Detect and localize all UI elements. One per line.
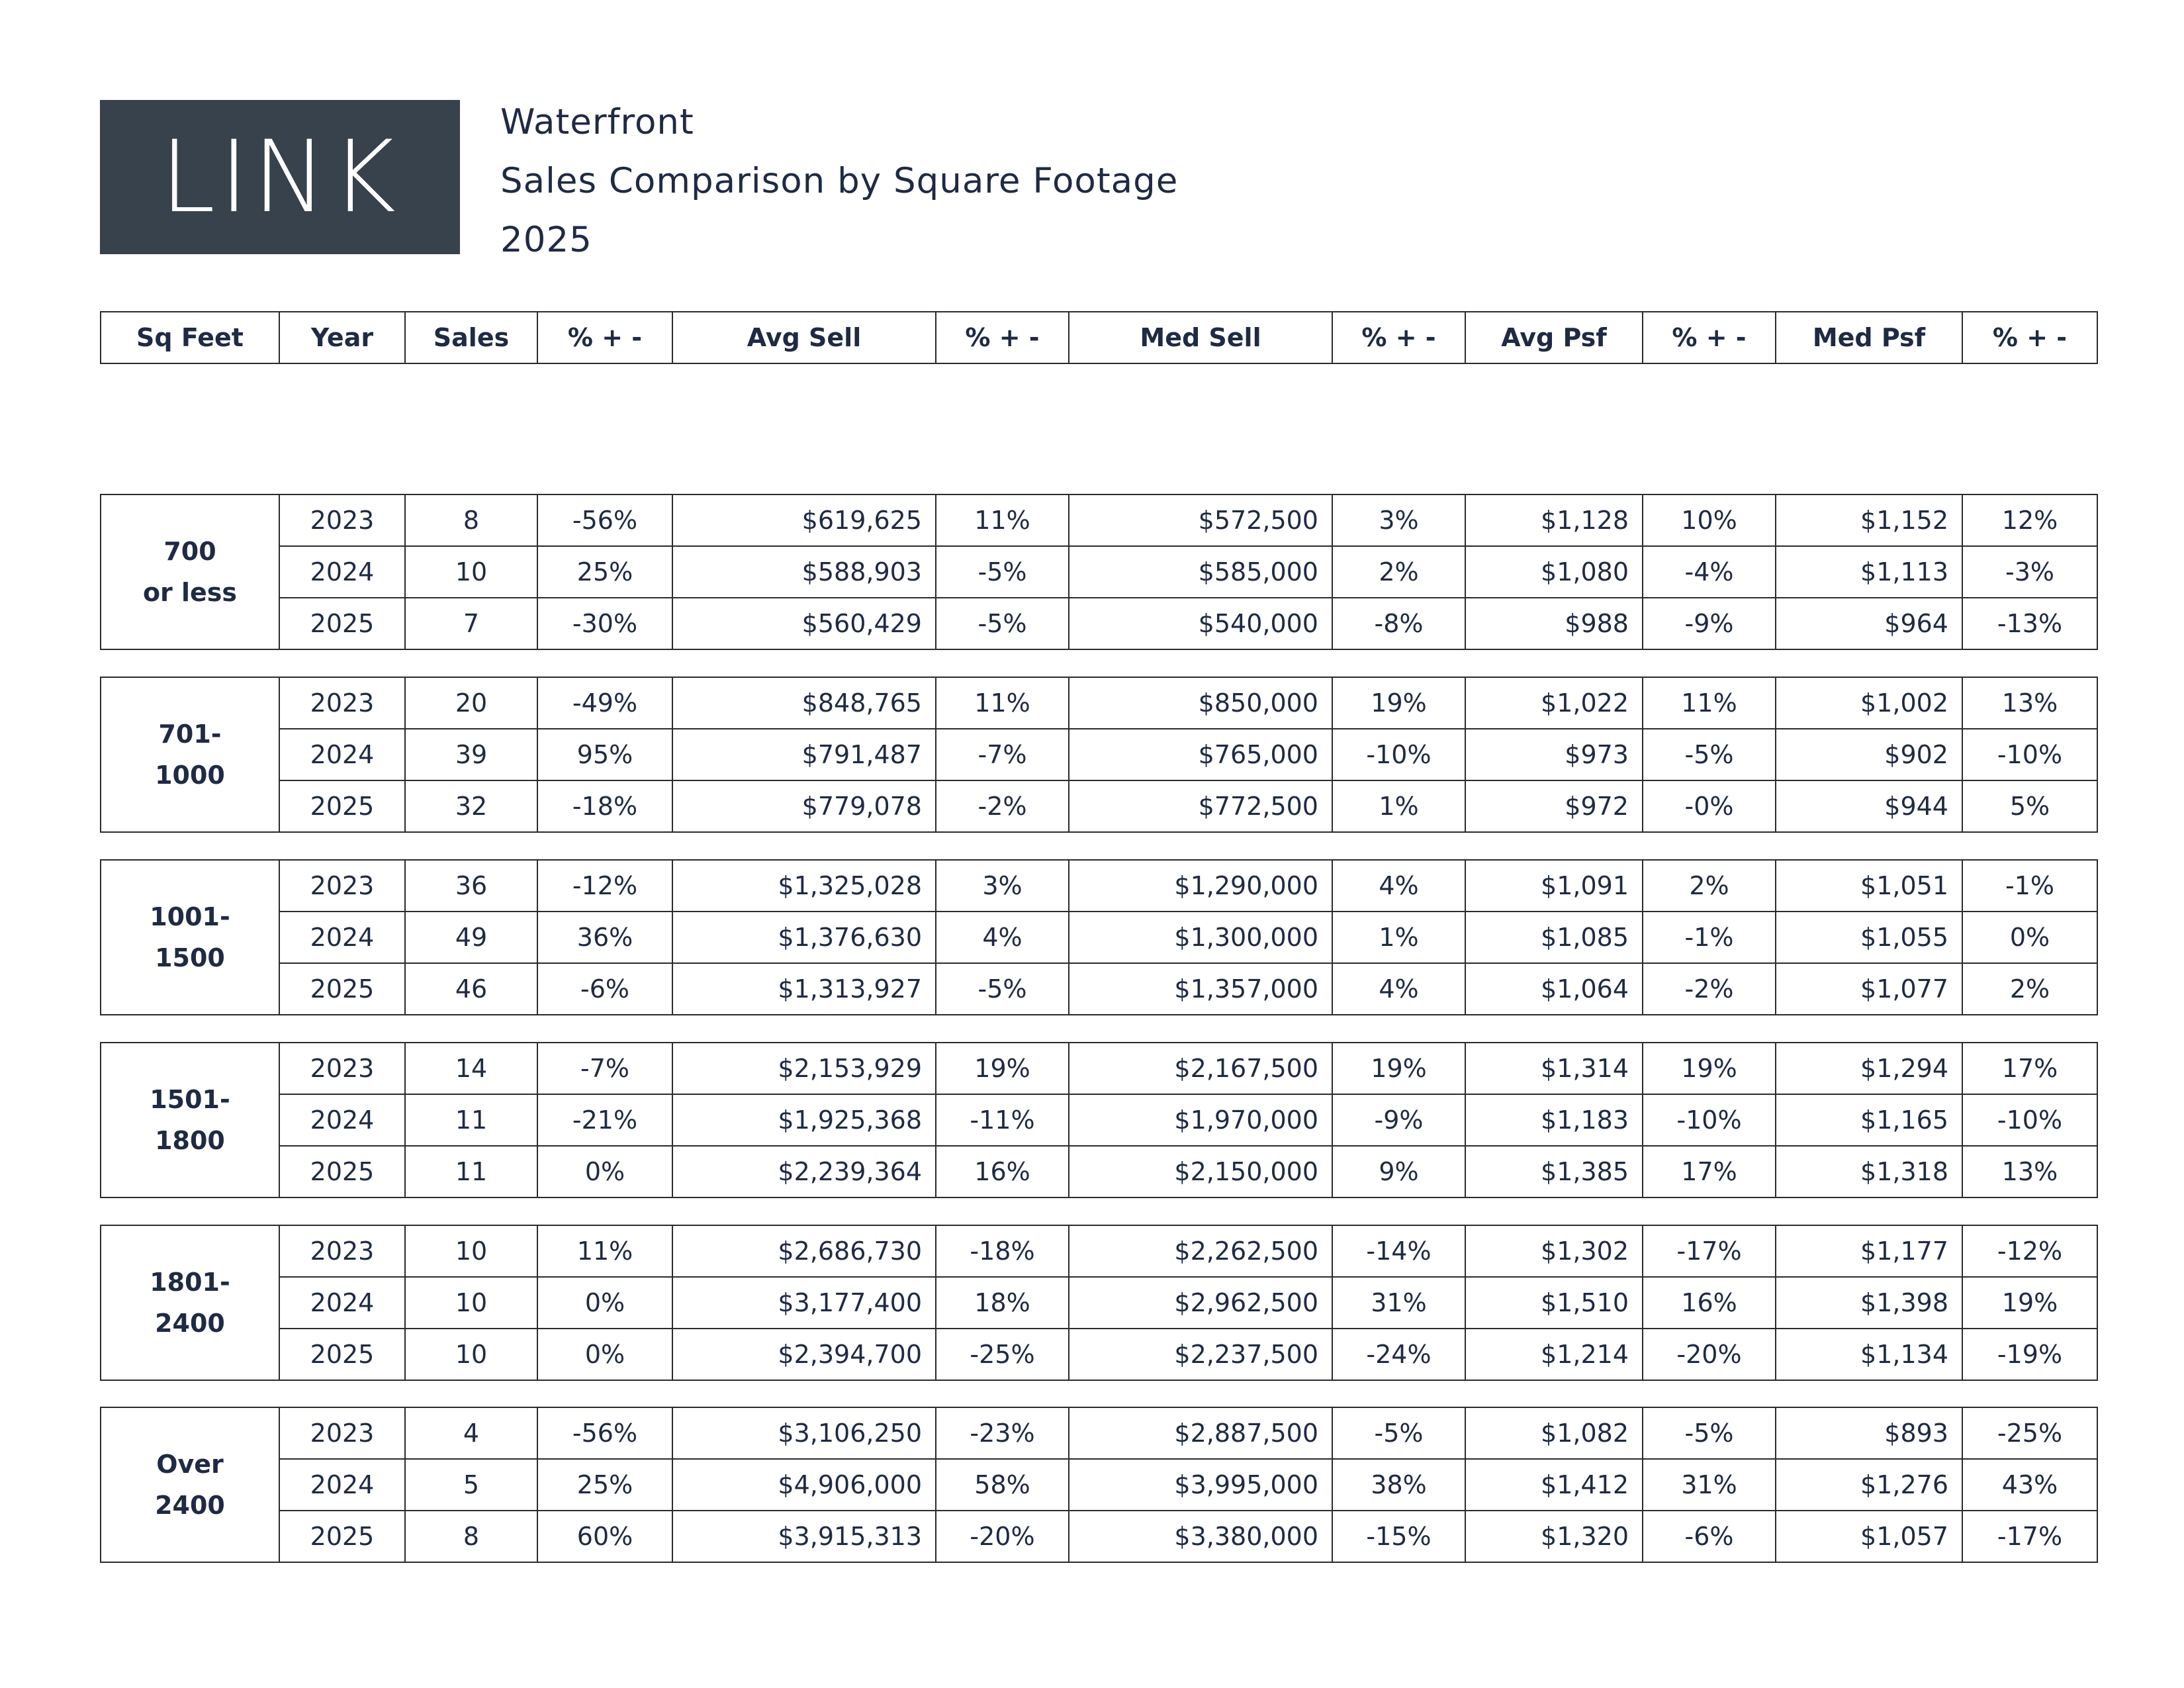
- table-cell: 8: [405, 494, 537, 546]
- column-header: % + -: [1332, 312, 1465, 363]
- table-cell: -2%: [1643, 963, 1776, 1015]
- table-cell: 25%: [537, 546, 672, 598]
- table-cell: 38%: [1332, 1459, 1465, 1511]
- table-cell: $902: [1776, 729, 1962, 780]
- table-cell: -6%: [1643, 1511, 1776, 1562]
- table-cell: $765,000: [1069, 729, 1332, 780]
- table-cell: 2024: [279, 1094, 405, 1146]
- table-cell: 11%: [936, 677, 1069, 729]
- table-row: [101, 598, 2097, 649]
- column-header: % + -: [1643, 312, 1776, 363]
- report-year-title: 2025: [500, 220, 592, 260]
- table-cell: $791,487: [672, 729, 936, 780]
- table-cell: $1,128: [1465, 494, 1643, 546]
- table-cell: $972: [1465, 780, 1643, 832]
- table-cell: 43%: [1962, 1459, 2097, 1511]
- column-header: % + -: [936, 312, 1069, 363]
- table-row: [101, 1094, 2097, 1146]
- column-header: % + -: [537, 312, 672, 363]
- table-cell: 25%: [537, 1459, 672, 1511]
- column-header: Year: [279, 312, 405, 363]
- table-cell: $1,022: [1465, 677, 1643, 729]
- table-cell: 19%: [1643, 1043, 1776, 1094]
- sqft-range-line1: Over: [156, 1450, 224, 1479]
- table-cell: 2025: [279, 1511, 405, 1562]
- sqft-range-cell: [101, 1043, 279, 1197]
- sqft-range-line2: 1000: [155, 761, 225, 790]
- table-cell: $2,962,500: [1069, 1277, 1332, 1329]
- table-header: [100, 311, 2098, 364]
- table-cell: $585,000: [1069, 546, 1332, 598]
- table-cell: 10%: [1643, 494, 1776, 546]
- table-cell: 10: [405, 1329, 537, 1380]
- table-cell: $964: [1776, 598, 1962, 649]
- table-cell: -14%: [1332, 1225, 1465, 1277]
- table-cell: 2023: [279, 1043, 405, 1094]
- table-cell: -5%: [1332, 1407, 1465, 1459]
- table-cell: -1%: [1643, 912, 1776, 963]
- table-cell: -56%: [537, 1407, 672, 1459]
- table-cell: $1,320: [1465, 1511, 1643, 1562]
- table-cell: 4: [405, 1407, 537, 1459]
- table-cell: $850,000: [1069, 677, 1332, 729]
- table-cell: -0%: [1643, 780, 1776, 832]
- table-cell: -7%: [936, 729, 1069, 780]
- table-cell: 16%: [936, 1146, 1069, 1197]
- table-cell: $1,080: [1465, 546, 1643, 598]
- table-cell: 19%: [1332, 677, 1465, 729]
- table-cell: -23%: [936, 1407, 1069, 1459]
- table-cell: -10%: [1643, 1094, 1776, 1146]
- sqft-range-line1: 1501-: [150, 1085, 230, 1114]
- table-cell: -20%: [1643, 1329, 1776, 1380]
- table-cell: $1,064: [1465, 963, 1643, 1015]
- table-cell: $1,276: [1776, 1459, 1962, 1511]
- table-cell: 11: [405, 1146, 537, 1197]
- table-cell: $1,051: [1776, 860, 1962, 912]
- table-cell: -56%: [537, 494, 672, 546]
- sqft-group-table: [100, 1225, 2098, 1381]
- table-cell: 11%: [537, 1225, 672, 1277]
- table-cell: $3,380,000: [1069, 1511, 1332, 1562]
- table-cell: $2,167,500: [1069, 1043, 1332, 1094]
- table-cell: 2023: [279, 494, 405, 546]
- table-cell: -17%: [1962, 1511, 2097, 1562]
- table-cell: $848,765: [672, 677, 936, 729]
- table-cell: $2,887,500: [1069, 1407, 1332, 1459]
- sqft-range-cell: [101, 1407, 279, 1562]
- table-cell: $1,318: [1776, 1146, 1962, 1197]
- table-cell: -18%: [537, 780, 672, 832]
- table-cell: -8%: [1332, 598, 1465, 649]
- table-cell: -7%: [537, 1043, 672, 1094]
- table-cell: 7: [405, 598, 537, 649]
- table-cell: $1,002: [1776, 677, 1962, 729]
- table-cell: -6%: [537, 963, 672, 1015]
- table-cell: $1,302: [1465, 1225, 1643, 1277]
- table-cell: $772,500: [1069, 780, 1332, 832]
- table-cell: -13%: [1962, 598, 2097, 649]
- table-cell: $1,214: [1465, 1329, 1643, 1380]
- table-cell: 39: [405, 729, 537, 780]
- table-cell: 2024: [279, 546, 405, 598]
- table-cell: 2%: [1962, 963, 2097, 1015]
- table-cell: 46: [405, 963, 537, 1015]
- table-cell: -3%: [1962, 546, 2097, 598]
- sqft-group-table: [100, 494, 2098, 650]
- table-cell: 2025: [279, 598, 405, 649]
- report-subject-title: Sales Comparison by Square Footage: [500, 161, 1179, 201]
- table-cell: $893: [1776, 1407, 1962, 1459]
- table-cell: 3%: [1332, 494, 1465, 546]
- table-cell: -15%: [1332, 1511, 1465, 1562]
- table-cell: $1,134: [1776, 1329, 1962, 1380]
- table-cell: 0%: [537, 1146, 672, 1197]
- table-cell: 49: [405, 912, 537, 963]
- table-cell: $560,429: [672, 598, 936, 649]
- table-cell: $1,294: [1776, 1043, 1962, 1094]
- table-cell: $1,077: [1776, 963, 1962, 1015]
- sqft-range-line1: 700: [163, 537, 216, 566]
- table-cell: 13%: [1962, 1146, 2097, 1197]
- report-titles: [500, 93, 1178, 269]
- table-cell: -18%: [936, 1225, 1069, 1277]
- table-cell: -2%: [936, 780, 1069, 832]
- table-cell: -9%: [1332, 1094, 1465, 1146]
- table-cell: 31%: [1332, 1277, 1465, 1329]
- table-row: [101, 1225, 2097, 1277]
- sqft-range-cell: [101, 1225, 279, 1380]
- table-row: [101, 912, 2097, 963]
- table-cell: $1,152: [1776, 494, 1962, 546]
- table-row: [101, 494, 2097, 546]
- table-cell: $1,376,630: [672, 912, 936, 963]
- table-cell: $3,106,250: [672, 1407, 936, 1459]
- table-cell: $1,385: [1465, 1146, 1643, 1197]
- table-cell: 2024: [279, 912, 405, 963]
- table-cell: 8: [405, 1511, 537, 1562]
- table-cell: 2025: [279, 1146, 405, 1197]
- table-cell: $1,183: [1465, 1094, 1643, 1146]
- table-cell: 58%: [936, 1459, 1069, 1511]
- table-row: [101, 1511, 2097, 1562]
- table-cell: $1,412: [1465, 1459, 1643, 1511]
- table-cell: -4%: [1643, 546, 1776, 598]
- table-cell: -20%: [936, 1511, 1069, 1562]
- table-cell: -5%: [1643, 1407, 1776, 1459]
- header-row: [101, 312, 2097, 363]
- table-cell: $540,000: [1069, 598, 1332, 649]
- sqft-range-line2: 2400: [155, 1309, 225, 1338]
- table-cell: -12%: [537, 860, 672, 912]
- table-cell: -5%: [1643, 729, 1776, 780]
- table-cell: $2,150,000: [1069, 1146, 1332, 1197]
- table-row: [101, 1277, 2097, 1329]
- column-header: % + -: [1962, 312, 2097, 363]
- table-cell: $2,237,500: [1069, 1329, 1332, 1380]
- table-cell: $2,153,929: [672, 1043, 936, 1094]
- table-cell: 2%: [1643, 860, 1776, 912]
- column-header: Med Psf: [1776, 312, 1962, 363]
- table-cell: $1,925,368: [672, 1094, 936, 1146]
- table-cell: $4,906,000: [672, 1459, 936, 1511]
- table-cell: 1%: [1332, 780, 1465, 832]
- column-header: Sq Feet: [101, 312, 279, 363]
- table-cell: -21%: [537, 1094, 672, 1146]
- table-cell: 11: [405, 1094, 537, 1146]
- link-logo: LINK: [100, 100, 460, 254]
- table-cell: 0%: [1962, 912, 2097, 963]
- table-cell: $973: [1465, 729, 1643, 780]
- table-cell: $2,394,700: [672, 1329, 936, 1380]
- table-cell: 1%: [1332, 912, 1465, 963]
- table-cell: 11%: [1643, 677, 1776, 729]
- table-cell: 18%: [936, 1277, 1069, 1329]
- table-cell: 5%: [1962, 780, 2097, 832]
- table-cell: $3,995,000: [1069, 1459, 1332, 1511]
- table-cell: $1,082: [1465, 1407, 1643, 1459]
- table-cell: 19%: [936, 1043, 1069, 1094]
- table-cell: 12%: [1962, 494, 2097, 546]
- table-cell: 2025: [279, 780, 405, 832]
- table-row: [101, 780, 2097, 832]
- table-cell: $1,398: [1776, 1277, 1962, 1329]
- table-cell: $1,055: [1776, 912, 1962, 963]
- table-cell: 2023: [279, 1407, 405, 1459]
- sqft-range-line1: 701-: [158, 720, 222, 749]
- table-cell: 10: [405, 546, 537, 598]
- sqft-range-cell: [101, 677, 279, 832]
- table-cell: -25%: [936, 1329, 1069, 1380]
- sqft-range-line2: 1500: [155, 943, 225, 972]
- table-cell: 10: [405, 1225, 537, 1277]
- table-cell: 31%: [1643, 1459, 1776, 1511]
- column-header: Avg Sell: [672, 312, 936, 363]
- table-cell: 10: [405, 1277, 537, 1329]
- table-cell: 0%: [537, 1329, 672, 1380]
- table-cell: 2023: [279, 1225, 405, 1277]
- table-cell: 2025: [279, 1329, 405, 1380]
- table-cell: -17%: [1643, 1225, 1776, 1277]
- table-row: [101, 963, 2097, 1015]
- sqft-range-line1: 1801-: [150, 1268, 230, 1297]
- table-cell: -25%: [1962, 1407, 2097, 1459]
- sqft-range-line1: 1001-: [150, 902, 230, 931]
- table-cell: 20: [405, 677, 537, 729]
- table-cell: 2024: [279, 729, 405, 780]
- table-cell: 2023: [279, 677, 405, 729]
- table-cell: 95%: [537, 729, 672, 780]
- table-cell: -1%: [1962, 860, 2097, 912]
- table-cell: $588,903: [672, 546, 936, 598]
- table-cell: -19%: [1962, 1329, 2097, 1380]
- table-cell: -10%: [1962, 729, 2097, 780]
- table-cell: $988: [1465, 598, 1643, 649]
- sqft-range-line2: 1800: [155, 1126, 225, 1155]
- table-cell: $1,510: [1465, 1277, 1643, 1329]
- table-row: [101, 1329, 2097, 1380]
- table-cell: 13%: [1962, 677, 2097, 729]
- table-cell: 3%: [936, 860, 1069, 912]
- table-cell: $2,262,500: [1069, 1225, 1332, 1277]
- table-cell: -11%: [936, 1094, 1069, 1146]
- table-cell: 16%: [1643, 1277, 1776, 1329]
- table-cell: 19%: [1962, 1277, 2097, 1329]
- sqft-group-table: [100, 1407, 2098, 1563]
- sqft-group-table: [100, 859, 2098, 1015]
- sqft-range-cell: [101, 494, 279, 649]
- table-cell: $572,500: [1069, 494, 1332, 546]
- table-cell: $1,970,000: [1069, 1094, 1332, 1146]
- table-cell: $3,177,400: [672, 1277, 936, 1329]
- table-cell: 36%: [537, 912, 672, 963]
- table-row: [101, 1043, 2097, 1094]
- table-cell: 2%: [1332, 546, 1465, 598]
- table-row: [101, 1459, 2097, 1511]
- table-cell: -30%: [537, 598, 672, 649]
- table-cell: $2,239,364: [672, 1146, 936, 1197]
- table-cell: $944: [1776, 780, 1962, 832]
- table-cell: 32: [405, 780, 537, 832]
- sqft-group-table: [100, 1042, 2098, 1198]
- table-cell: $1,113: [1776, 546, 1962, 598]
- table-cell: 19%: [1332, 1043, 1465, 1094]
- table-cell: -49%: [537, 677, 672, 729]
- table-cell: 2025: [279, 963, 405, 1015]
- table-cell: $3,915,313: [672, 1511, 936, 1562]
- table-row: [101, 860, 2097, 912]
- column-header: Avg Psf: [1465, 312, 1643, 363]
- table-cell: -10%: [1332, 729, 1465, 780]
- sqft-group-table: [100, 677, 2098, 833]
- table-cell: -24%: [1332, 1329, 1465, 1380]
- table-cell: $1,091: [1465, 860, 1643, 912]
- table-row: [101, 1407, 2097, 1459]
- table-cell: 2024: [279, 1459, 405, 1511]
- table-cell: -5%: [936, 598, 1069, 649]
- table-cell: 17%: [1643, 1146, 1776, 1197]
- table-cell: $779,078: [672, 780, 936, 832]
- table-cell: 2023: [279, 860, 405, 912]
- table-cell: 4%: [1332, 860, 1465, 912]
- sqft-range-line2: or less: [142, 578, 238, 607]
- table-row: [101, 1146, 2097, 1197]
- table-cell: 9%: [1332, 1146, 1465, 1197]
- table-cell: $1,325,028: [672, 860, 936, 912]
- sqft-range-cell: [101, 860, 279, 1015]
- table-row: [101, 546, 2097, 598]
- table-cell: 5: [405, 1459, 537, 1511]
- sqft-range-line2: 2400: [155, 1491, 225, 1520]
- table-cell: 17%: [1962, 1043, 2097, 1094]
- table-cell: $1,057: [1776, 1511, 1962, 1562]
- table-cell: 0%: [537, 1277, 672, 1329]
- table-cell: 11%: [936, 494, 1069, 546]
- table-cell: 2024: [279, 1277, 405, 1329]
- table-cell: $1,177: [1776, 1225, 1962, 1277]
- table-cell: $1,313,927: [672, 963, 936, 1015]
- table-cell: 4%: [936, 912, 1069, 963]
- table-cell: -5%: [936, 963, 1069, 1015]
- table-cell: $1,300,000: [1069, 912, 1332, 963]
- table-cell: $1,314: [1465, 1043, 1643, 1094]
- table-cell: -10%: [1962, 1094, 2097, 1146]
- column-header: Med Sell: [1069, 312, 1332, 363]
- table-cell: 4%: [1332, 963, 1465, 1015]
- table-cell: $1,165: [1776, 1094, 1962, 1146]
- report-location-title: Waterfront: [500, 102, 694, 142]
- table-cell: -5%: [936, 546, 1069, 598]
- table-cell: 14: [405, 1043, 537, 1094]
- table-row: [101, 677, 2097, 729]
- table-cell: 36: [405, 860, 537, 912]
- table-cell: -12%: [1962, 1225, 2097, 1277]
- table-row: [101, 729, 2097, 780]
- column-header: Sales: [405, 312, 537, 363]
- table-cell: $1,357,000: [1069, 963, 1332, 1015]
- table-cell: $619,625: [672, 494, 936, 546]
- table-cell: $2,686,730: [672, 1225, 936, 1277]
- table-cell: $1,290,000: [1069, 860, 1332, 912]
- table-cell: 60%: [537, 1511, 672, 1562]
- table-cell: $1,085: [1465, 912, 1643, 963]
- table-cell: -9%: [1643, 598, 1776, 649]
